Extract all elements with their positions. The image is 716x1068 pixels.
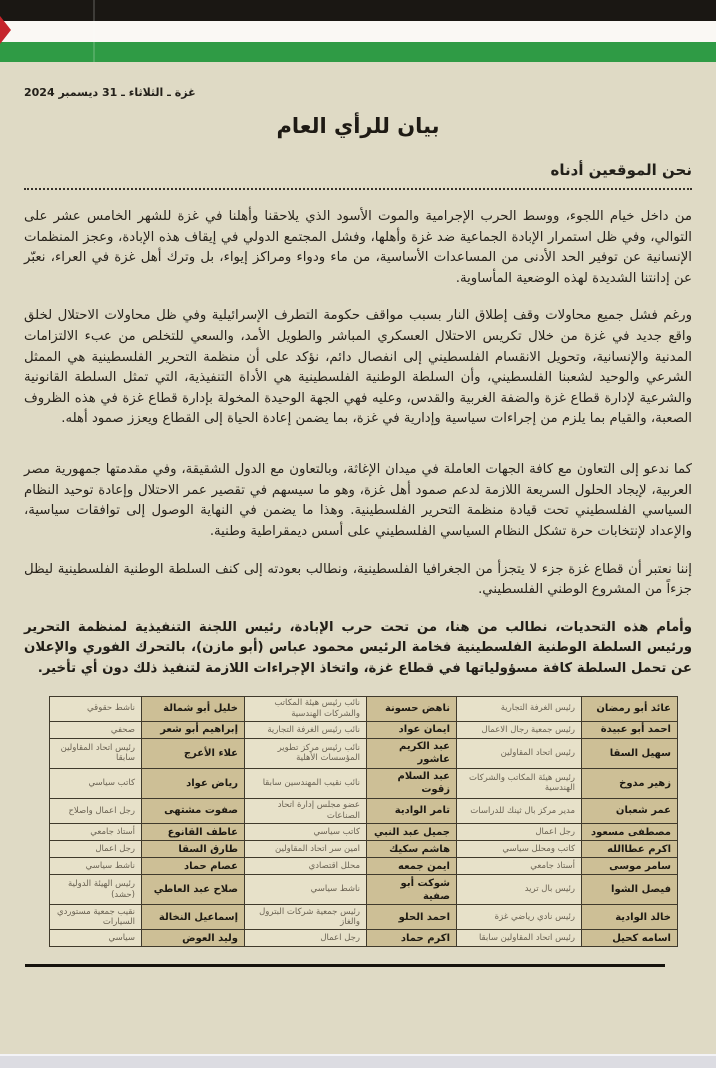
signatory-name-cell: هاشم سكيك (367, 841, 457, 858)
signatory-title-cell: نائب رئيس الغرفة التجارية (245, 721, 367, 738)
table-row (50, 858, 678, 875)
paragraph-1: من داخل خيام اللجوء، ووسط الحرب الإجرامية والموت الأسود الذي يلاحقنا وأهلنا في غزة للشهر الخامس عشر على التوالي، وفي ظل استمرار الإبادة الجماعية ضد غزة وأهلها، وفشل المجتمع الدولي في إيقاف هذه الإبادة، وعجز المنظمات الإنسانية عن توفير الحد الأدنى من المساعدات الأساسية، من ماء ودواء ومراكز إيواء، بل وترك أهل غزة في العراء، نعبّر عن إدانتنا الشديدة لهذه الوضعية المأساوية. (24, 209, 692, 286)
paragraph-2: ورغم فشل جميع محاولات وقف إطلاق النار بسبب مواقف حكومة التطرف الإسرائيلية وفي ظل محاولات الاحتلال لخلق واقع جديد في غزة من خلال تكريس الاحتلال العسكري المباشر والطويل الأمد، والسعي للتخلص من عبء الالتزامات المدنية والإنسانية، وتحويل الانقسام الفلسطيني إلى انفصال دائم، نؤكد على أن منظمة التحرير الفلسطينية هي الممثل الشرعي والوحيد لشعبنا الفلسطيني، وأن السلطة الوطنية الفلسطينية هي الأداة التنفيذية، التي تمثل السلطة القانونية والشرعية لإدارة قطاع غزة والضفة الغربية والقدس، وعليه فهي الجهة الوحيدة المخولة بإدارة قطاع غزة في هذه الظروف الصعبة، والقيام بما يلزم من إجراءات سياسية وإدارية في غزة، بما يضمن إعادة الحياة إلى القطاع ويعزز صمود أهله. (24, 308, 692, 427)
signatory-title-cell: ناشط سياسي (50, 858, 142, 875)
page-title: بيان للرأي العام (276, 114, 440, 138)
signatory-name-cell: مصطفى مسعود (582, 824, 678, 841)
signatory-title-cell: امين سر اتحاد المقاولين (245, 841, 367, 858)
signatory-name-cell: عاطف القانوع (142, 824, 245, 841)
signatory-title-cell: رجل اعمال (245, 930, 367, 947)
signatory-title-cell: ناشط حقوقي (50, 696, 142, 721)
document-content (0, 86, 716, 967)
table-row (50, 798, 678, 823)
table-row (50, 721, 678, 738)
signatory-name-cell: صلاح عبد العاطي (142, 875, 245, 905)
signatory-title-cell: كاتب ومحلل سياسي (457, 841, 582, 858)
signatory-title-cell: نائب رئيس هيئة المكاتب والشركات الهندسية (245, 696, 367, 721)
signatory-title-cell: رئيس اتحاد المقاولين (457, 738, 582, 768)
signatory-name-cell: عصام حماد (142, 858, 245, 875)
paragraph-4: إننا نعتبر أن قطاع غزة جزء لا يتجزأ من الجغرافيا الفلسطينية، ونطالب بعودته إلى كنف السلطة الوطنية الفلسطينية ليظل جزءاً من المشروع الوطني الفلسطيني. (24, 561, 692, 598)
scan-fold-line (93, 0, 95, 62)
signatory-title-cell: رجل اعمال (457, 824, 582, 841)
table-row (50, 824, 678, 841)
signatories-intro-heading: نحن الموقعين أدناه (550, 161, 692, 179)
signatory-title-cell: رئيس جمعية شركات البترول والغاز (245, 905, 367, 930)
signatories-table (49, 696, 678, 948)
signatory-name-cell: اكرم عطاالله (582, 841, 678, 858)
flag-green-stripe (0, 42, 716, 62)
table-row (50, 841, 678, 858)
signatory-title-cell: رجل اعمال واصلاح (50, 798, 142, 823)
flag-black-stripe (0, 0, 716, 21)
signatory-title-cell: مدير مركز بال ثينك للدراسات (457, 798, 582, 823)
signatory-title-cell: رئيس جمعية رجال الاعمال (457, 721, 582, 738)
signatory-title-cell: رئيس بال تريد (457, 875, 582, 905)
signatories-table-body (50, 696, 678, 947)
signatory-name-cell: عمر شعبان (582, 798, 678, 823)
signatory-title-cell: رئيس الغرفة التجارية (457, 696, 582, 721)
signatory-name-cell: إسماعيل النخالة (142, 905, 245, 930)
table-row (50, 930, 678, 947)
signatory-name-cell: احمد الحلو (367, 905, 457, 930)
signatory-name-cell: رياض عواد (142, 768, 245, 798)
signatory-name-cell: اسامه كحيل (582, 930, 678, 947)
flag-white-stripe (0, 21, 716, 42)
signatory-title-cell: ناشط سياسي (245, 875, 367, 905)
signatory-title-cell: نائب رئيس مركز تطوير المؤسسات الأهلية (245, 738, 367, 768)
signatory-name-cell: عبد الكريم عاشور (367, 738, 457, 768)
signatory-title-cell: نائب نقيب المهندسين سابقا (245, 768, 367, 798)
signatory-title-cell: عضو مجلس إدارة اتحاد الصناعات (245, 798, 367, 823)
signatory-title-cell: رئيس اتحاد المقاولين سابقا (50, 738, 142, 768)
signatory-name-cell: احمد أبو عبيدة (582, 721, 678, 738)
signatory-name-cell: ايمان عواد (367, 721, 457, 738)
signatory-name-cell: سهيل السقا (582, 738, 678, 768)
scan-bottom-edge (0, 1054, 716, 1068)
signatory-name-cell: زهير مدوخ (582, 768, 678, 798)
signatory-title-cell: محلل اقتصادي (245, 858, 367, 875)
table-row (50, 738, 678, 768)
date-line: غزة ـ الثلاثاء ـ 31 ديسمبر 2024 (24, 86, 196, 99)
signatory-name-cell: عائد أبو رمضان (582, 696, 678, 721)
table-row (50, 696, 678, 721)
bottom-rule (25, 964, 665, 967)
signatory-name-cell: عبد السلام زقوت (367, 768, 457, 798)
paragraph-3: كما ندعو إلى التعاون مع كافة الجهات العاملة في ميدان الإغاثة، وبالتعاون مع الدول الشقيقة، وفي مقدمتها جمهورية مصر العربية، لإيجاد الحلول السريعة اللازمة لدعم صمود أهل غزة، وهو ما سيسهم في تقصير عمر الاحتلال وإعادة توحيد النظام السياسي الفلسطيني تحت قيادة منظمة التحرير الفلسطينية. وهذا ما يضمن في النهاية الوصول إلى توافقات سياسية، والإعداد لإنتخابات حرة تشكل النظام السياسي الفلسطيني على أسس ديمقراطية وطنية. (24, 462, 692, 539)
signatory-name-cell: وليد العوض (142, 930, 245, 947)
table-row (50, 875, 678, 905)
palestinian-flag (0, 0, 716, 62)
signatory-title-cell: أستاذ جامعي (50, 824, 142, 841)
signatory-name-cell: تامر الوادية (367, 798, 457, 823)
signatory-name-cell: خالد الوادية (582, 905, 678, 930)
flag-red-triangle-icon (0, 16, 11, 44)
signatory-title-cell: رئيس نادي رياضي غزة (457, 905, 582, 930)
paragraph-5-demand: وأمام هذه التحديات، نطالب من هنا، من تحت حرب الإبادة، رئيس اللجنة التنفيذية لمنظمة التحرير ورئيس السلطة الوطنية الفلسطينية فخامة الرئيس محمود عباس (أبو مازن)، بالتحرك الفوري والإعلان عن تحمل السلطة كافة مسؤولياتها في قطاع غزة، واتخاذ الإجراءات اللازمة لتنفيذ ذلك دون أي تأخير. (24, 619, 692, 676)
signatory-title-cell: كاتب سياسي (50, 768, 142, 798)
signatory-name-cell: جميل عبد النبي (367, 824, 457, 841)
signatory-name-cell: طارق السقا (142, 841, 245, 858)
signatory-name-cell: ناهض حسونة (367, 696, 457, 721)
signatory-name-cell: سامر موسى (582, 858, 678, 875)
signatory-name-cell: علاء الأعرج (142, 738, 245, 768)
dotted-divider (24, 188, 692, 190)
signatory-title-cell: أستاذ جامعي (457, 858, 582, 875)
signatory-title-cell: سياسي (50, 930, 142, 947)
table-row (50, 905, 678, 930)
table-row (50, 768, 678, 798)
signatory-title-cell: رجل اعمال (50, 841, 142, 858)
signatory-name-cell: ايمن جمعه (367, 858, 457, 875)
signatory-name-cell: فيصل الشوا (582, 875, 678, 905)
signatory-name-cell: اكرم حماد (367, 930, 457, 947)
signatory-title-cell: كاتب سياسي (245, 824, 367, 841)
signatory-name-cell: إبراهيم أبو شعر (142, 721, 245, 738)
signatory-title-cell: رئيس الهيئة الدولية (حشد) (50, 875, 142, 905)
signatory-title-cell: صحفي (50, 721, 142, 738)
signatory-name-cell: صفوت مشتهى (142, 798, 245, 823)
signatory-name-cell: خليل أبو شمالة (142, 696, 245, 721)
signatory-title-cell: نقيب جمعية مستوردي السيارات (50, 905, 142, 930)
signatory-name-cell: شوكت أبو صفية (367, 875, 457, 905)
signatory-title-cell: رئيس هيئة المكاتب والشركات الهندسية (457, 768, 582, 798)
signatory-title-cell: رئيس اتحاد المقاولين سابقا (457, 930, 582, 947)
